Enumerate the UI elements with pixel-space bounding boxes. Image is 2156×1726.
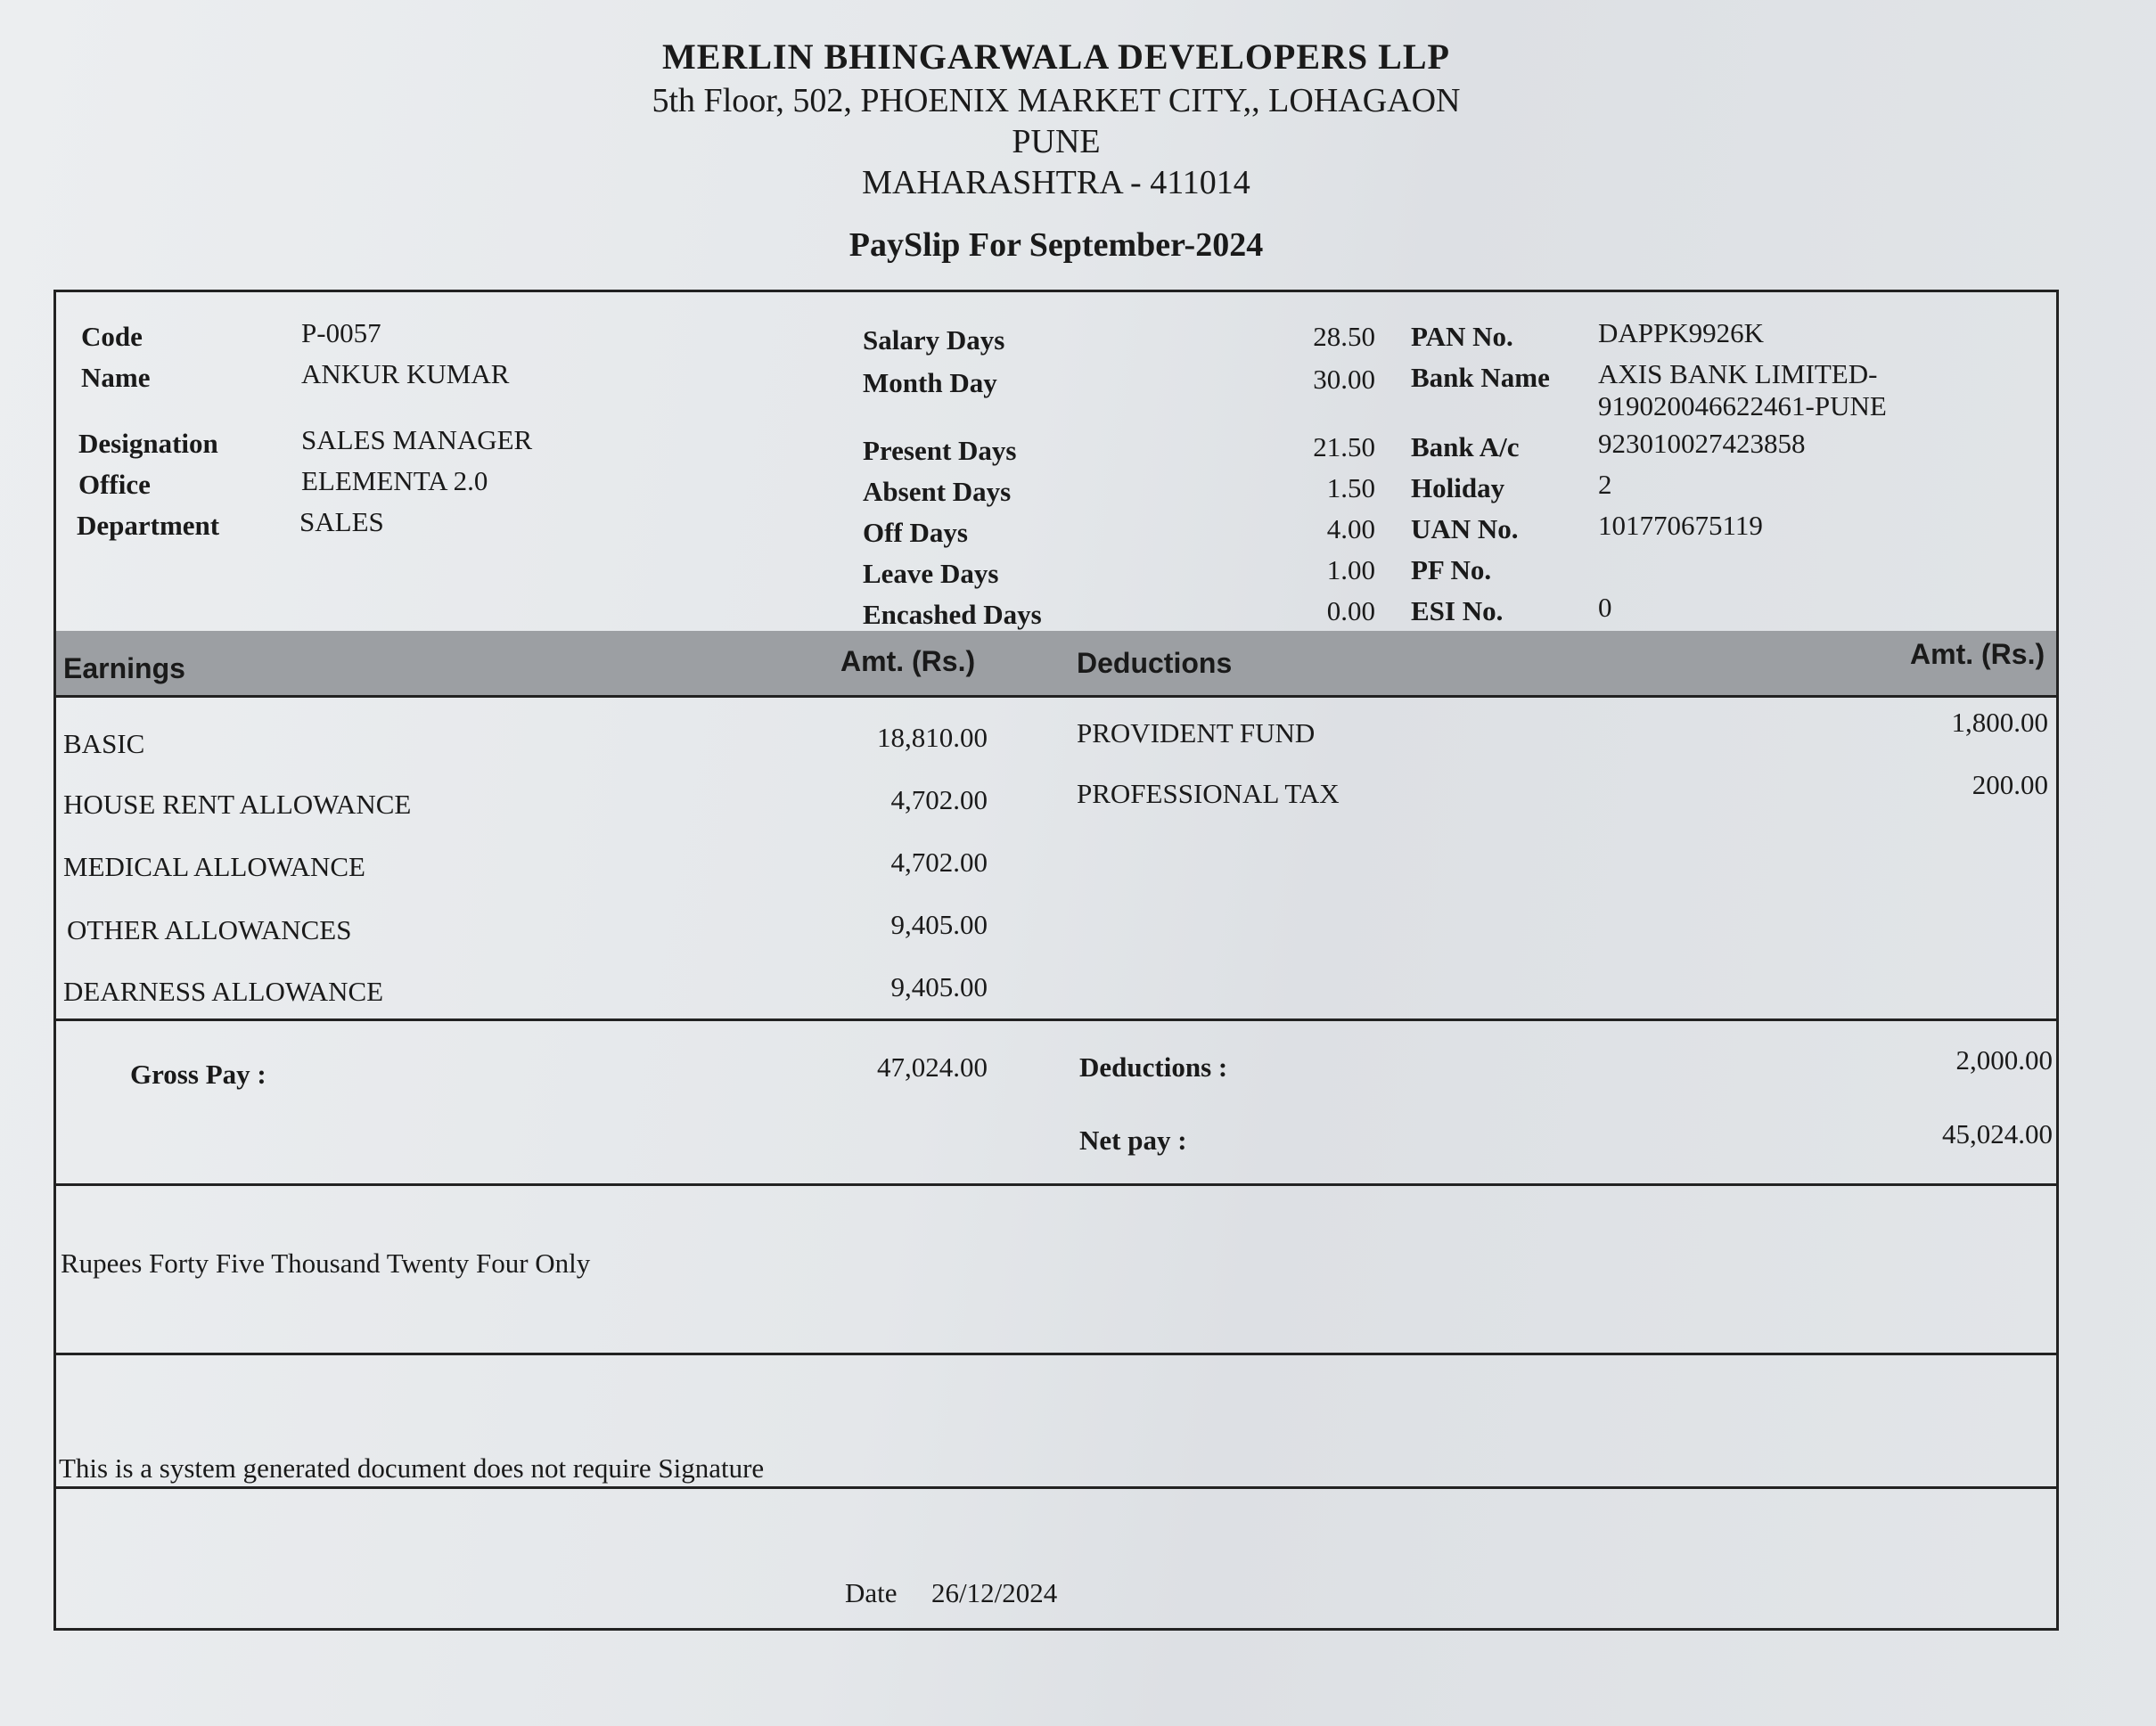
- deduction-label-pf: PROVIDENT FUND: [1077, 717, 1316, 748]
- amount-in-words: Rupees Forty Five Thousand Twenty Four Only: [61, 1247, 591, 1279]
- office-value: ELEMENTA 2.0: [301, 465, 488, 496]
- holiday-label: Holiday: [1411, 472, 1505, 503]
- earning-label-medical: MEDICAL ALLOWANCE: [63, 851, 365, 882]
- uan-label: UAN No.: [1411, 513, 1519, 544]
- deduction-label-pt: PROFESSIONAL TAX: [1077, 778, 1340, 809]
- absent-days-value: 1.50: [1326, 472, 1375, 503]
- deduction-amount-pf: 1,800.00: [1951, 707, 2048, 738]
- office-label: Office: [78, 469, 151, 500]
- uan-value: 101770675119: [1598, 510, 1763, 541]
- month-day-label: Month Day: [863, 367, 997, 398]
- bank-name-line2: 919020046622461-PUNE: [1598, 390, 1887, 421]
- gross-pay-value: 47,024.00: [877, 1051, 988, 1083]
- date-label: Date: [845, 1577, 898, 1608]
- earning-amount-medical: 4,702.00: [890, 847, 988, 878]
- pan-value: DAPPK9926K: [1598, 317, 1765, 348]
- designation-value: SALES MANAGER: [301, 424, 533, 455]
- present-days-value: 21.50: [1313, 431, 1375, 462]
- bank-ac-value: 923010027423858: [1598, 428, 1806, 459]
- leave-days-value: 1.00: [1326, 554, 1375, 585]
- esi-value: 0: [1598, 592, 1612, 623]
- code-value: P-0057: [301, 317, 381, 348]
- total-deductions-label: Deductions :: [1079, 1051, 1228, 1083]
- earnings-amount-heading: Amt. (Rs.): [840, 645, 976, 677]
- payslip-header: [0, 34, 2112, 266]
- earning-label-other: OTHER ALLOWANCES: [67, 914, 352, 945]
- present-days-label: Present Days: [863, 435, 1017, 466]
- earning-amount-basic: 18,810.00: [877, 722, 988, 753]
- month-day-value: 30.00: [1313, 364, 1375, 395]
- earning-label-dearness: DEARNESS ALLOWANCE: [63, 976, 384, 1007]
- department-label: Department: [77, 510, 220, 541]
- department-value: SALES: [299, 506, 384, 537]
- salary-days-label: Salary Days: [863, 324, 1005, 356]
- gross-pay-label: Gross Pay :: [130, 1059, 266, 1090]
- name-label: Name: [81, 362, 151, 393]
- pan-label: PAN No.: [1411, 321, 1513, 352]
- date-divider: [56, 1486, 2056, 1489]
- salary-days-value: 28.50: [1313, 321, 1375, 352]
- earning-amount-other: 9,405.00: [890, 909, 988, 940]
- date-value: 26/12/2024: [931, 1577, 1058, 1608]
- company-address-line3: MAHARASHTRA - 411014: [862, 164, 1250, 201]
- holiday-value: 2: [1598, 469, 1612, 500]
- code-label: Code: [81, 321, 143, 352]
- off-days-value: 4.00: [1326, 513, 1375, 544]
- total-deductions-value: 2,000.00: [1955, 1044, 2053, 1076]
- earnings-deductions-header: [56, 631, 2056, 698]
- earnings-heading: Earnings: [63, 652, 185, 684]
- bank-name-label: Bank Name: [1411, 362, 1550, 393]
- earning-label-hra: HOUSE RENT ALLOWANCE: [63, 789, 412, 820]
- totals-divider: [56, 1018, 2056, 1021]
- deductions-heading: Deductions: [1077, 647, 1233, 679]
- deduction-amount-pt: 200.00: [1972, 769, 2048, 800]
- earning-amount-hra: 4,702.00: [890, 784, 988, 815]
- earning-label-basic: BASIC: [63, 728, 145, 759]
- bank-ac-label: Bank A/c: [1411, 431, 1520, 462]
- earning-amount-dearness: 9,405.00: [890, 971, 988, 1002]
- bank-name-line1: AXIS BANK LIMITED-: [1598, 358, 1878, 389]
- company-name: MERLIN BHINGARWALA DEVELOPERS LLP: [662, 37, 1450, 77]
- payslip-sheet: [53, 290, 2059, 1631]
- company-address-line2: PUNE: [1012, 123, 1101, 160]
- esi-label: ESI No.: [1411, 595, 1504, 626]
- note-divider: [56, 1353, 2056, 1355]
- off-days-label: Off Days: [863, 517, 968, 548]
- deductions-amount-heading: Amt. (Rs.): [1910, 638, 2045, 670]
- encashed-days-label: Encashed Days: [863, 599, 1042, 630]
- words-divider: [56, 1183, 2056, 1186]
- designation-label: Designation: [78, 428, 218, 459]
- system-generated-note: This is a system generated document does not require Signature: [59, 1452, 765, 1484]
- net-pay-label: Net pay :: [1079, 1125, 1187, 1156]
- net-pay-value: 45,024.00: [1942, 1118, 2053, 1149]
- leave-days-label: Leave Days: [863, 558, 999, 589]
- employee-info-section: [56, 292, 2056, 634]
- encashed-days-value: 0.00: [1326, 595, 1375, 626]
- pf-label: PF No.: [1411, 554, 1492, 585]
- company-address-line1: 5th Floor, 502, PHOENIX MARKET CITY,, LOHAGAON: [652, 82, 1461, 119]
- absent-days-label: Absent Days: [863, 476, 1012, 507]
- payslip-title: PaySlip For September-2024: [848, 226, 1264, 264]
- name-value: ANKUR KUMAR: [301, 358, 510, 389]
